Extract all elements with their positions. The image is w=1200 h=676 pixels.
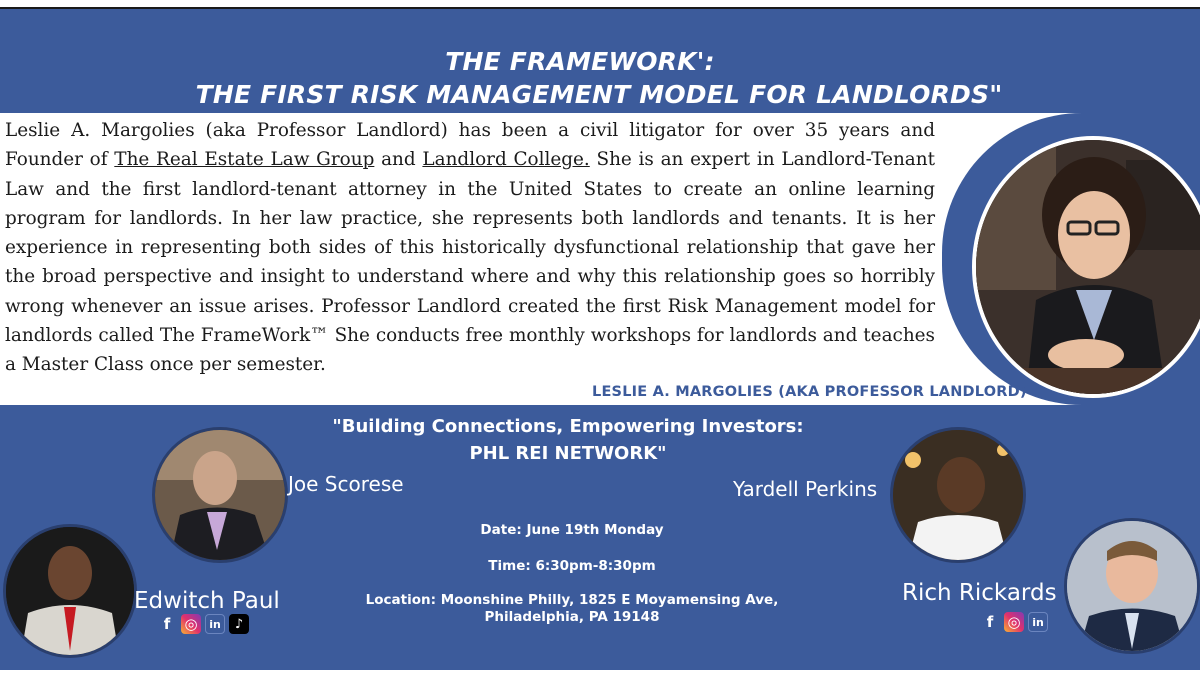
linkedin-icon[interactable]: in — [205, 614, 225, 634]
tagline-line-1: "Building Connections, Empowering Investors: — [332, 416, 804, 437]
facebook-icon[interactable]: f — [163, 615, 171, 633]
real-estate-law-group-link[interactable]: The Real Estate Law Group — [114, 149, 375, 171]
yardell-perkins-photo — [890, 427, 1026, 563]
tiktok-icon[interactable]: ♪ — [229, 614, 249, 634]
bio-paragraph — [5, 116, 935, 380]
leslie-margolies-photo — [972, 136, 1200, 398]
edwitch-paul-photo — [3, 524, 137, 658]
linkedin-icon[interactable]: in — [1028, 612, 1048, 632]
event-time: Time: 6:30pm-8:30pm — [488, 558, 656, 574]
title-line-1: THE FRAMEWORK': — [445, 47, 715, 76]
portrait-caption: LESLIE A. MARGOLIES (AKA PROFESSOR LANDLORD) — [592, 384, 1027, 400]
tagline-line-2: PHL REI NETWORK" — [469, 443, 667, 464]
facebook-icon[interactable]: f — [986, 613, 994, 631]
speaker-edwitch-paul: Edwitch Paul — [134, 588, 280, 614]
speaker-joe-scorese: Joe Scorese — [288, 472, 404, 496]
joe-scorese-photo — [152, 427, 288, 563]
bio-text-1: Leslie A. Margolies (aka Professor Landlord) has been a civil litigator for over 35 years and Founder of — [5, 120, 935, 171]
instagram-icon[interactable]: ◎ — [181, 614, 201, 634]
bottom-border — [0, 670, 1200, 676]
edwitch-social-links — [157, 614, 249, 634]
event-date: Date: June 19th Monday — [480, 522, 664, 538]
rich-rickards-photo — [1064, 518, 1200, 654]
landlord-college-link[interactable]: Landlord College. — [422, 149, 590, 171]
event-location: Location: Moonshine Philly, 1825 E Moyamensing Ave, Philadelphia, PA 19148 — [365, 592, 779, 625]
rich-social-links — [980, 612, 1048, 632]
bio-text-2: and — [374, 149, 423, 171]
speaker-rich-rickards: Rich Rickards — [902, 580, 1057, 606]
title-line-2: THE FIRST RISK MANAGEMENT MODEL FOR LANDLORDS" — [195, 80, 1003, 109]
instagram-icon[interactable]: ◎ — [1004, 612, 1024, 632]
speaker-yardell-perkins: Yardell Perkins — [733, 477, 878, 501]
bio-text-3: She is an expert in Landlord-Tenant Law and the first landlord-tenant attorney in the United States to create an online learning program for landlords. In her law practice, she represents both landlords and tenants. It is her experience in representing both sides of this historically dysfunctional relationship that gave her the broad perspective and insight to understand where and why this relationship goes so horribly wrong whenever an issue arises. Professor Landlord created the first Risk Management model for landlords called The FrameWork™ She conducts free monthly workshops for landlords and teaches a Master Class once per semester. — [5, 149, 936, 376]
